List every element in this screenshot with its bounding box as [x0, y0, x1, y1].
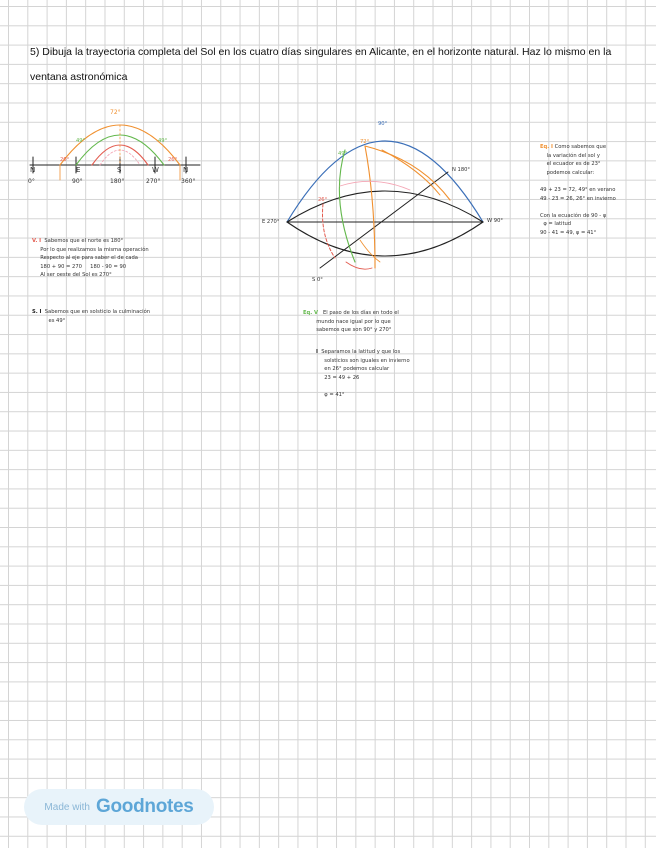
- note-left-2: S. I Sabemos que en solsticio la culminación es 49°: [32, 309, 151, 324]
- cardinal-s: S: [117, 166, 122, 174]
- sky-label-east: E 270°: [262, 219, 280, 225]
- sky-label-west: W 90°: [487, 218, 503, 224]
- angle-left-label: 49°: [76, 138, 86, 144]
- question-text: 5) Dibuja la trayectoria completa del Sol en los cuatro días singulares en Alicante, en el horizonte natural. Haz lo mismo en la ventana astronómica: [30, 46, 612, 83]
- note-left-1: V. I Sabemos que el norte es 180° Por lo que realizamos la misma operación Respecto al eje para saber el de cada 180 + 90 = 270 180 - 90 = 90 Al ser oeste del Sol es 270°: [32, 238, 149, 279]
- sky-diagram: [287, 141, 483, 269]
- sky-alt-49: 49°: [338, 151, 348, 157]
- note-mid-1: Eq. V El paso de los días en todo el mundo nace igual por lo que sabemos que son 90° y 270°: [303, 310, 399, 334]
- cardinal-e: E: [76, 166, 81, 174]
- sky-alt-72: 72°: [360, 139, 370, 145]
- sky-label-north: N 180°: [452, 167, 471, 173]
- angle-small-right: 26°: [168, 157, 178, 163]
- sky-alt-26: 26°: [318, 197, 328, 203]
- sky-label-south: S 0°: [312, 277, 323, 283]
- azimuth-360: 360°: [181, 178, 196, 185]
- azimuth-180: 180°: [110, 178, 125, 185]
- azimuth-90: 90°: [72, 178, 83, 185]
- edge-letter-left: N: [30, 166, 36, 174]
- winter-top: [340, 181, 410, 190]
- goodnotes-logo: Goodnotes: [96, 796, 194, 817]
- angle-small-left: 26°: [60, 157, 70, 163]
- note-right-1: Eq. I Como sabemos que la variación del sol y el ecuador es de 23° podemos calcular: 49 + 23 = 72, 49° en verano 49 - 23 = 26, 26° en invierno Con la ecuación de 90 - φ φ = latitud 90 - 41 = 49, φ = 41°: [540, 144, 616, 236]
- equinox-path: [339, 150, 355, 262]
- sky-alt-90: 90°: [378, 121, 388, 127]
- horizon-back: [287, 191, 483, 222]
- horizon-front: [287, 222, 483, 256]
- meridian-arc: [287, 141, 483, 222]
- azimuth-0: 0°: [28, 178, 35, 185]
- made-with-label: Made with: [44, 801, 90, 813]
- goodnotes-badge[interactable]: [24, 789, 214, 825]
- azimuth-270: 270°: [146, 178, 161, 185]
- angle-top-label: 72°: [110, 109, 121, 116]
- note-mid-2: I Separamos la latitud y que los solsticios son iguales en invierno en 26° podemos calcular 23 = 49 + 26 φ = 41°: [316, 349, 410, 398]
- arc-diagram: [30, 125, 200, 180]
- angle-right-label: 49°: [158, 138, 168, 144]
- edge-letter-right: N: [183, 166, 189, 174]
- winter-path: [323, 204, 336, 258]
- cardinal-w: W: [152, 166, 159, 174]
